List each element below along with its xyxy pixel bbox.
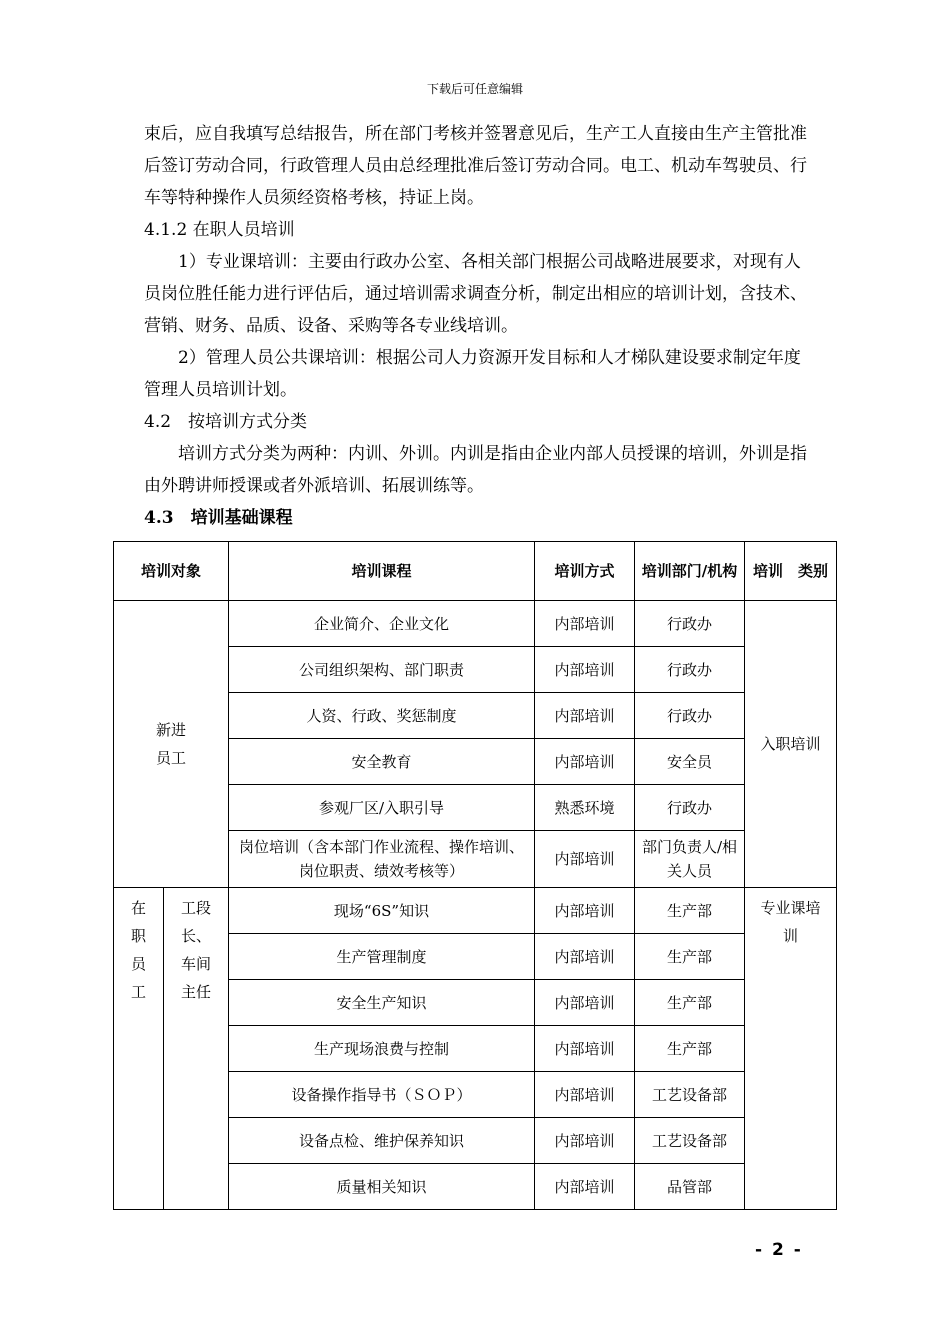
section-heading-4-1-2: 4.1.2 在职人员培训 <box>144 220 295 240</box>
course-cell: 人资、行政、奖惩制度 <box>229 693 535 739</box>
header-target: 培训对象 <box>114 542 229 601</box>
header-course: 培训课程 <box>229 542 535 601</box>
table-row <box>114 601 837 647</box>
course-cell: 安全教育 <box>229 739 535 785</box>
target-new-employees: 新进员工 <box>114 601 229 888</box>
header-category: 培训 类别 <box>745 542 837 601</box>
table-row <box>114 888 837 934</box>
method-cell: 内部培训 <box>535 693 635 739</box>
target-current-employees: 在职员工 <box>114 888 164 1210</box>
course-cell: 公司组织架构、部门职责 <box>229 647 535 693</box>
page-header: 下载后可任意编辑 <box>426 82 523 96</box>
course-cell: 安全生产知识 <box>229 980 535 1026</box>
dept-cell: 安全员 <box>635 739 745 785</box>
table-header-row <box>114 542 837 601</box>
course-cell: 参观厂区/入职引导 <box>229 785 535 831</box>
header-dept: 培训部门/机构 <box>635 542 745 601</box>
course-cell: 设备操作指导书（ＳＯＰ） <box>229 1072 535 1118</box>
dept-cell: 行政办 <box>635 693 745 739</box>
dept-cell: 工艺设备部 <box>635 1118 745 1164</box>
section-heading-4-3: 4.3 培训基础课程 <box>144 508 293 528</box>
dept-cell: 行政办 <box>635 647 745 693</box>
method-cell: 内部培训 <box>535 1118 635 1164</box>
course-cell: 生产现场浪费与控制 <box>229 1026 535 1072</box>
method-cell: 熟悉环境 <box>535 785 635 831</box>
course-cell: 岗位培训（含本部门作业流程、操作培训、岗位职责、绩效考核等） <box>229 831 535 888</box>
method-cell: 内部培训 <box>535 888 635 934</box>
dept-cell: 生产部 <box>635 888 745 934</box>
method-cell: 内部培训 <box>535 831 635 888</box>
page-number: - 2 - <box>755 1240 803 1260</box>
course-cell: 生产管理制度 <box>229 934 535 980</box>
dept-cell: 行政办 <box>635 785 745 831</box>
subtarget-foremen: 工段长、车间主任 <box>164 888 229 1210</box>
training-course-table <box>113 541 837 1210</box>
paragraph-professional-training: 1）专业课培训：主要由行政办公室、各相关部门根据公司战略进展要求，对现有人员岗位胜任能力进行评估后，通过培训需求调查分析，制定出相应的培训计划，含技术、营销、财务、品质、设备、采购等各专业线培训。 <box>144 252 807 336</box>
category-onboarding: 入职培训 <box>745 601 837 888</box>
dept-cell: 生产部 <box>635 980 745 1026</box>
category-professional: 专业课培训 <box>745 888 837 1210</box>
course-cell: 现场“6S”知识 <box>229 888 535 934</box>
method-cell: 内部培训 <box>535 1164 635 1210</box>
dept-cell: 生产部 <box>635 1026 745 1072</box>
header-method: 培训方式 <box>535 542 635 601</box>
section-heading-4-2: 4.2 按培训方式分类 <box>144 412 308 432</box>
course-cell: 质量相关知识 <box>229 1164 535 1210</box>
method-cell: 内部培训 <box>535 1072 635 1118</box>
course-cell: 设备点检、维护保养知识 <box>229 1118 535 1164</box>
method-cell: 内部培训 <box>535 647 635 693</box>
method-cell: 内部培训 <box>535 739 635 785</box>
paragraph-training-methods: 培训方式分类为两种：内训、外训。内训是指由企业内部人员授课的培训，外训是指由外聘讲师授课或者外派培训、拓展训练等。 <box>144 444 807 496</box>
dept-cell: 生产部 <box>635 934 745 980</box>
method-cell: 内部培训 <box>535 980 635 1026</box>
course-cell: 企业简介、企业文化 <box>229 601 535 647</box>
dept-cell: 行政办 <box>635 601 745 647</box>
method-cell: 内部培训 <box>535 934 635 980</box>
paragraph-management-training: 2）管理人员公共课培训：根据公司人力资源开发目标和人才梯队建设要求制定年度管理人员培训计划。 <box>144 348 801 400</box>
paragraph-contract: 束后，应自我填写总结报告，所在部门考核并签署意见后，生产工人直接由生产主管批准后签订劳动合同，行政管理人员由总经理批准后签订劳动合同。电工、机动车驾驶员、行车等特种操作人员须经资格考核，持证上岗。 <box>144 124 807 208</box>
method-cell: 内部培训 <box>535 601 635 647</box>
dept-cell: 工艺设备部 <box>635 1072 745 1118</box>
dept-cell: 部门负责人/相关人员 <box>635 831 745 888</box>
method-cell: 内部培训 <box>535 1026 635 1072</box>
dept-cell: 品管部 <box>635 1164 745 1210</box>
